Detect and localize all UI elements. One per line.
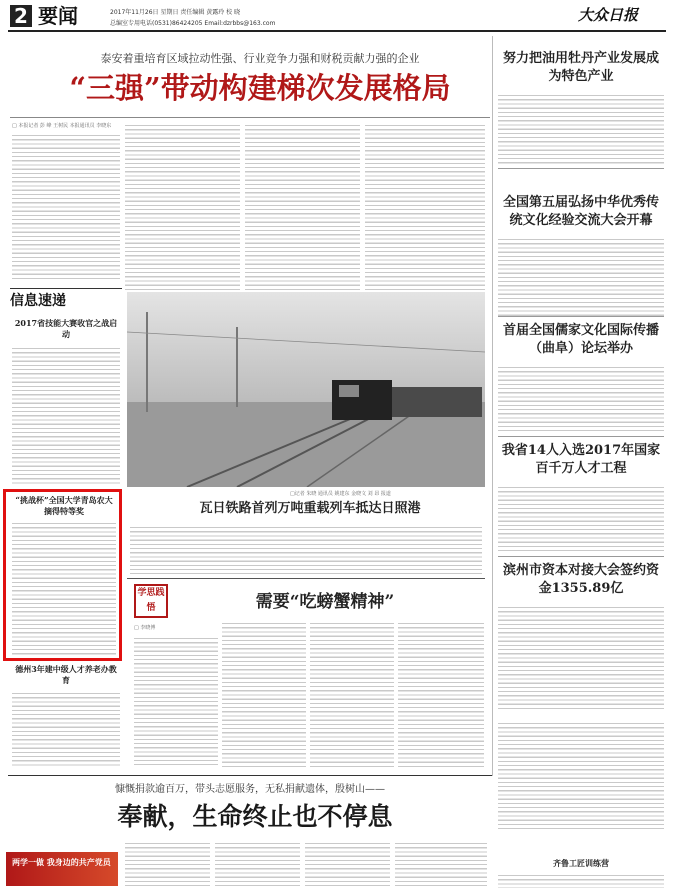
right-head-3: 首届全国儒家文化国际传播（曲阜）论坛举办 (502, 323, 659, 356)
column-text-col1 (134, 635, 218, 768)
lead-text-col4 (365, 122, 485, 290)
info-item2-head: “挑战杯”全国大学青岛农大摘得特等奖 (15, 495, 113, 516)
right-text-4 (498, 484, 664, 554)
right-head-6: 齐鲁工匠训练营 (553, 858, 609, 868)
column-author: □ 李晓博 (134, 625, 156, 631)
info-title: 信息速递 (10, 293, 66, 309)
column-text-col3 (310, 620, 394, 768)
right-text-7 (498, 872, 664, 888)
lead-text-col3 (245, 122, 360, 290)
lead-kicker: 泰安着重培育区域拉动性强、行业竞争力强和财税贡献力强的企业 (100, 52, 420, 65)
photo-caption-text (130, 524, 482, 574)
right-head-2: 全国第五届弘扬中华优秀传统文化经验交流大会开幕 (502, 195, 659, 228)
date-line: 2017年11月26日 星期日 责任编辑 黄露玲 校 晓 (110, 9, 241, 16)
masthead-rule (8, 30, 666, 32)
column-headline: 需要“吃螃蟹精神” (255, 592, 395, 612)
info-item3-text (12, 690, 120, 768)
bottom-text-col4 (395, 840, 487, 888)
train-photo-illustration (127, 292, 485, 487)
party-badge-icon: 两学一做 我身边的共产党员 (6, 852, 118, 886)
right-head-5: 滨州市资本对接大会签约资金1355.89亿 (502, 563, 659, 596)
section-title: 要闻 (38, 4, 78, 28)
info-item1-text (12, 345, 120, 485)
bottom-text-col3 (305, 840, 390, 888)
bottom-text-col2 (215, 840, 300, 888)
column-text-col2 (222, 620, 306, 768)
photo-caption-title: 瓦日铁路首列万吨重载列车抵达日照港 (199, 501, 421, 516)
right-text-3 (498, 364, 664, 434)
train-photo (127, 292, 485, 487)
column-badge-icon: 学思践悟 (134, 584, 168, 618)
bottom-headline: 奉献，生命终止也不停息 (117, 802, 393, 831)
right-text-6 (498, 720, 664, 830)
contact-line: 总编室专用电话(0531)86424205 Email:dzrbbs@163.com (110, 20, 276, 27)
info-item1-head: 2017省技能大赛收官之战启动 (14, 318, 118, 339)
page-number: 2 (10, 5, 32, 27)
bottom-text-col1 (125, 840, 210, 888)
bottom-kicker: 慷慨捐款逾百万，带头志愿服务，无私捐献遗体，殷树山—— (115, 784, 385, 795)
lead-text-col2 (125, 122, 240, 290)
right-text-5 (498, 604, 664, 710)
column-text-col4 (398, 620, 484, 768)
info-item2-text (12, 520, 116, 656)
photo-credit: □记者 朱晓 通讯员 姚建东 金晓文 刘 昂 报道 (290, 491, 391, 497)
right-text-1 (498, 92, 664, 166)
masthead-logo-icon: 大众日报 (578, 6, 639, 24)
lead-byline: □ 本报记者 彭 峰 王树民 本报通讯员 李晓东 (12, 123, 112, 129)
right-head-4: 我省14人入选2017年国家百千万人才工程 (501, 443, 661, 476)
lead-headline: “三强”带动构建梯次发展格局 (69, 71, 451, 105)
lead-text-col1 (12, 132, 120, 282)
right-head-1: 努力把油用牡丹产业发展成为特色产业 (502, 51, 659, 84)
info-item3-head: 德州3年建中级人才养老办教育 (15, 664, 117, 685)
right-text-2 (498, 236, 664, 316)
